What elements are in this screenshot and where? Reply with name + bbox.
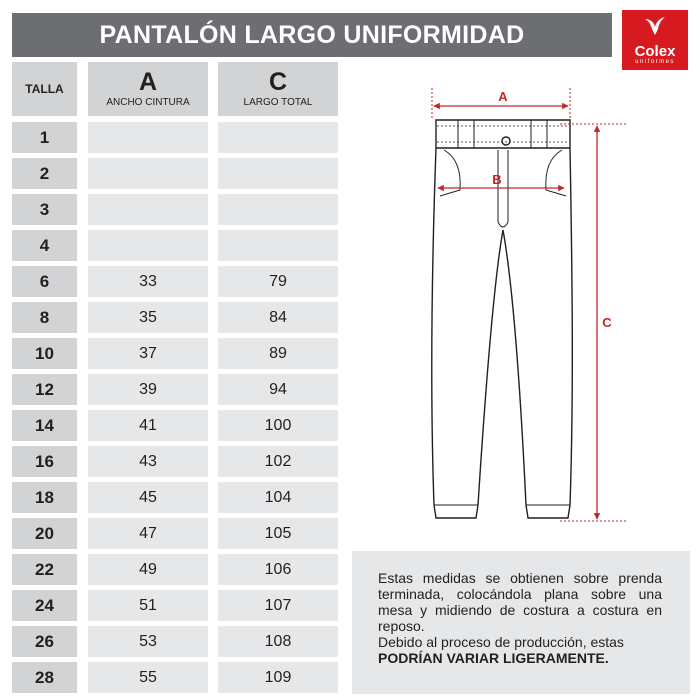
row-largo-total bbox=[218, 122, 338, 153]
row-ancho-cintura: 39 bbox=[88, 374, 208, 405]
row-largo-total: 102 bbox=[218, 446, 338, 477]
row-size: 1 bbox=[12, 122, 77, 153]
row-largo-total bbox=[218, 230, 338, 261]
note-line-2: Debido al proceso de producción, estas bbox=[378, 634, 624, 650]
row-largo-total bbox=[218, 158, 338, 189]
row-ancho-cintura bbox=[88, 194, 208, 225]
row-ancho-cintura: 49 bbox=[88, 554, 208, 585]
row-ancho-cintura bbox=[88, 230, 208, 261]
row-ancho-cintura: 45 bbox=[88, 482, 208, 513]
row-largo-total: 109 bbox=[218, 662, 338, 693]
row-largo-total: 100 bbox=[218, 410, 338, 441]
bird-icon bbox=[644, 16, 666, 36]
row-largo-total: 89 bbox=[218, 338, 338, 369]
row-size: 26 bbox=[12, 626, 77, 657]
row-ancho-cintura: 55 bbox=[88, 662, 208, 693]
column-c-letter: C bbox=[268, 68, 288, 96]
note-emphasis: PODRÍAN VARIAR LIGERAMENTE. bbox=[378, 650, 609, 666]
row-largo-total: 108 bbox=[218, 626, 338, 657]
row-size: 28 bbox=[12, 662, 77, 693]
row-size: 18 bbox=[12, 482, 77, 513]
row-size: 22 bbox=[12, 554, 77, 585]
page-title bbox=[12, 13, 612, 57]
row-ancho-cintura: 33 bbox=[88, 266, 208, 297]
row-largo-total: 104 bbox=[218, 482, 338, 513]
column-c-header bbox=[218, 62, 338, 116]
row-size: 24 bbox=[12, 590, 77, 621]
measure-label-b: B bbox=[492, 172, 502, 187]
row-size: 16 bbox=[12, 446, 77, 477]
row-ancho-cintura: 37 bbox=[88, 338, 208, 369]
row-size: 12 bbox=[12, 374, 77, 405]
row-size: 3 bbox=[12, 194, 77, 225]
column-a-desc: ANCHO CINTURA bbox=[106, 97, 190, 108]
row-largo-total: 107 bbox=[218, 590, 338, 621]
row-ancho-cintura: 53 bbox=[88, 626, 208, 657]
row-largo-total: 79 bbox=[218, 266, 338, 297]
row-largo-total: 105 bbox=[218, 518, 338, 549]
column-a-header bbox=[88, 62, 208, 116]
row-largo-total: 106 bbox=[218, 554, 338, 585]
column-c-desc: LARGO TOTAL bbox=[243, 97, 313, 108]
row-size: 6 bbox=[12, 266, 77, 297]
row-ancho-cintura: 47 bbox=[88, 518, 208, 549]
row-size: 20 bbox=[12, 518, 77, 549]
row-ancho-cintura bbox=[88, 122, 208, 153]
row-size: 8 bbox=[12, 302, 77, 333]
pants-outline bbox=[432, 120, 572, 518]
row-largo-total bbox=[218, 194, 338, 225]
row-ancho-cintura: 51 bbox=[88, 590, 208, 621]
logo-tagline: uniformes bbox=[635, 59, 675, 65]
row-ancho-cintura: 41 bbox=[88, 410, 208, 441]
row-ancho-cintura bbox=[88, 158, 208, 189]
row-size: 2 bbox=[12, 158, 77, 189]
pants-diagram bbox=[400, 80, 640, 530]
note-text bbox=[378, 570, 662, 666]
measure-lines bbox=[432, 88, 626, 521]
row-ancho-cintura: 43 bbox=[88, 446, 208, 477]
row-ancho-cintura: 35 bbox=[88, 302, 208, 333]
logo-brand: Colex bbox=[634, 43, 676, 60]
row-size: 10 bbox=[12, 338, 77, 369]
column-a-letter: A bbox=[138, 68, 158, 96]
row-largo-total: 84 bbox=[218, 302, 338, 333]
note-paragraph: Estas medidas se obtienen sobre prenda terminada, colocándola plana sobre una mesa y midiendo de costura a costura en reposo. bbox=[378, 570, 662, 634]
row-size: 4 bbox=[12, 230, 77, 261]
row-largo-total: 94 bbox=[218, 374, 338, 405]
size-column-header: TALLA bbox=[12, 62, 77, 116]
row-size: 14 bbox=[12, 410, 77, 441]
brand-logo bbox=[622, 10, 688, 70]
measure-label-a: A bbox=[498, 89, 508, 104]
measure-label-c: C bbox=[602, 315, 612, 330]
title-text: PANTALÓN LARGO UNIFORMIDAD bbox=[99, 20, 525, 49]
